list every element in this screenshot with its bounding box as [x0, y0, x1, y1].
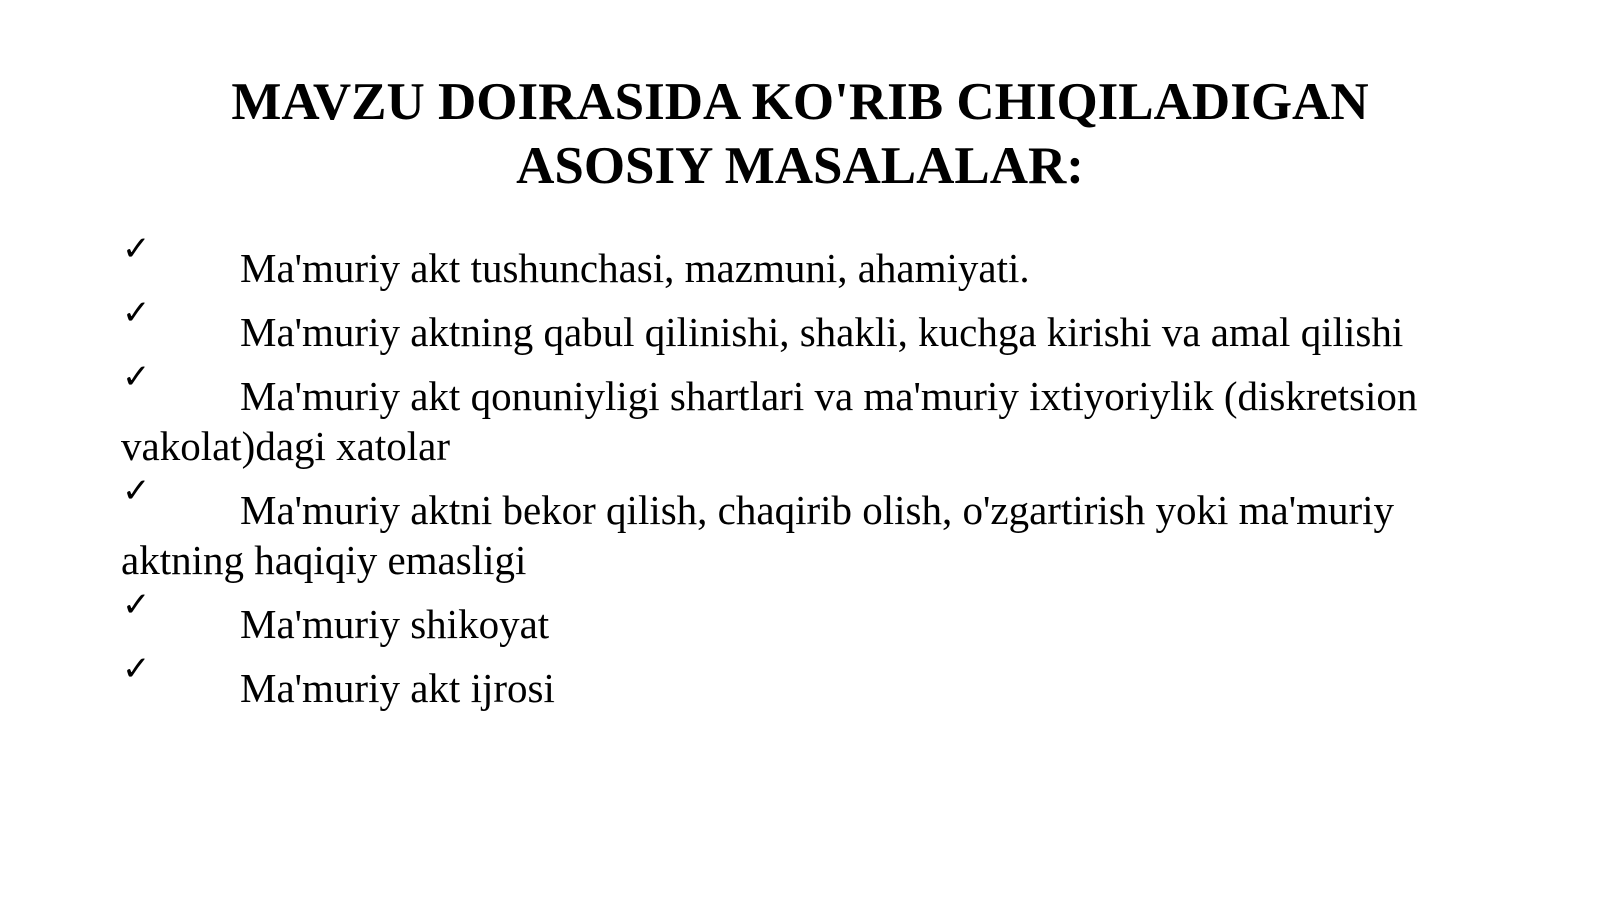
check-icon: ✓ [122, 471, 151, 511]
list-item [121, 649, 1461, 713]
list-item-text: Ma'muriy aktning qabul qilinishi, shakli, kuchga kirishi va amal qilishi [240, 309, 1404, 355]
list-item [121, 585, 1461, 649]
slide-title [80, 70, 1520, 198]
list-item-text: Ma'muriy aktni bekor qilish, chaqirib olish, o'zgartirish yoki ma'muriy aktning haqiqiy emasligi [121, 487, 1395, 583]
slide-title-line-1: MAVZU DOIRASIDA KO'RIB CHIQILADIGAN [231, 73, 1369, 131]
topic-list [121, 229, 1461, 727]
list-item-text: Ma'muriy shikoyat [240, 601, 550, 647]
check-icon: ✓ [122, 293, 151, 333]
list-item [121, 471, 1461, 585]
list-item [121, 357, 1461, 471]
check-icon: ✓ [122, 357, 151, 397]
check-icon: ✓ [122, 229, 151, 269]
check-icon: ✓ [122, 649, 151, 689]
list-item-text: Ma'muriy akt ijrosi [240, 665, 555, 711]
slide-title-line-2: ASOSIY MASALALAR: [516, 137, 1084, 195]
list-item-text: Ma'muriy akt tushunchasi, mazmuni, ahamiyati. [240, 245, 1030, 291]
list-item-text: Ma'muriy akt qonuniyligi shartlari va ma'muriy ixtiyoriylik (diskretsion vakolat)dagi xatolar [121, 373, 1418, 469]
list-item [121, 293, 1461, 357]
list-item [121, 229, 1461, 293]
check-icon: ✓ [122, 585, 151, 625]
